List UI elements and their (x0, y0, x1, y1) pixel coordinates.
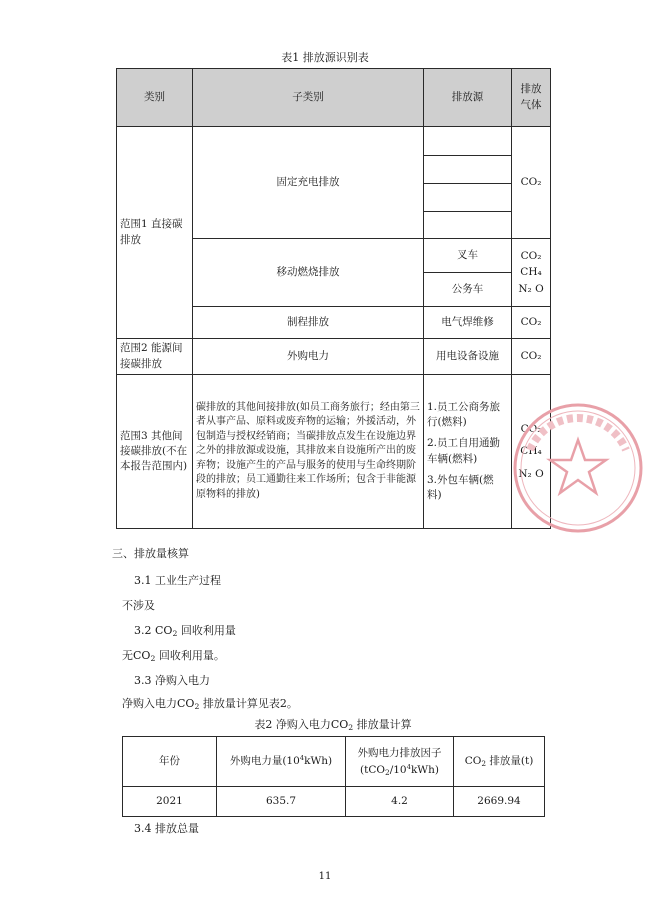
scope1-fixed-name: 固定充电排放 (193, 127, 424, 239)
scope3-row (117, 375, 551, 529)
scope3-description: 碳排放的其他间接排放(如员工商务旅行；经由第三者从事产品、原料或废弃物的运输；外援活动，外包制造与授权经销商；当碳排放点发生在设施边界之外的排放源或设施，其排放来自设施所产出的废弃物；设施产生的产品与服务的使用与生命终期阶段的排放；员工通勤往来工作场所；包含于非能源原物料的排放) (193, 375, 424, 529)
scope3-source-1: 1.员工公商务旅行(燃料) (427, 400, 501, 429)
scope1-label: 范围1 直接碳排放 (117, 127, 193, 339)
scope2-row (117, 339, 551, 375)
t2-factor: 4.2 (346, 787, 454, 817)
table2-data-row (123, 787, 545, 817)
t2-purchased: 635.7 (217, 787, 346, 817)
table1-caption: 表1 排放源识别表 (281, 51, 369, 64)
scope3-sources (424, 375, 512, 529)
t2-header-year: 年份 (123, 737, 217, 787)
table2-header-row (123, 737, 545, 787)
scope3-source-3: 3.外包车辆(燃料) (427, 473, 494, 501)
s31-title: 3.1 工业生产过程 (134, 574, 221, 587)
s32-text: 无$CO_2$ 回收利用量。 (122, 649, 225, 663)
purchased-electricity-table (122, 736, 545, 817)
company-seal-icon (508, 398, 648, 538)
header-category: 类别 (117, 69, 193, 127)
s33-title: 3.3 净购入电力 (134, 674, 210, 687)
page-number: 11 (318, 871, 332, 882)
scope1-process-name: 制程排放 (193, 307, 424, 339)
scope1-process-source: 电气焊维修 (424, 307, 512, 339)
scope1-mobile-gases: CO₂ CH₄ N₂ O (512, 239, 551, 307)
scope1-mobile-source-forklift: 叉车 (424, 239, 512, 273)
scope1-mobile-source-car: 公务车 (424, 273, 512, 307)
scope2-sub: 外购电力 (193, 339, 424, 375)
scope3-gases: CO₂ CH₄ N₂ O (512, 375, 551, 529)
header-gas: 排放 气体 (512, 69, 551, 127)
t2-header-purchased: 外购电力量$(10^4kWh)$ (217, 737, 346, 787)
emission-source-table (116, 68, 551, 529)
t2-year: 2021 (123, 787, 217, 817)
header-subcategory: 子类别 (193, 69, 424, 127)
scope2-label: 范围2 能源间接碳排放 (117, 339, 193, 375)
scope3-source-2: 2.员工自用通勤车辆(燃料) (427, 437, 501, 465)
scope3-label: 范围3 其他间接碳排放(不在本报告范围内) (117, 375, 193, 529)
scope1-fixed-row (117, 127, 551, 239)
section3-heading: 三、排放量核算 (112, 547, 189, 560)
header-source: 排放源 (424, 69, 512, 127)
scope2-source: 用电设备设施 (424, 339, 512, 375)
scope1-process-gas: CO₂ (512, 307, 551, 339)
scope1-fixed-source-cells (424, 127, 512, 239)
s31-text: 不涉及 (122, 599, 155, 612)
t2-header-factor: 外购电力排放因子 $(tCO_2/10^4kWh)$ (346, 737, 454, 787)
s33-text: 净购入电力$CO_2$ 排放量计算见表2。 (122, 697, 298, 711)
t2-header-emission: $CO_2$ 排放量(t) (454, 737, 545, 787)
t2-emission: 2669.94 (454, 787, 545, 817)
scope2-gas: CO₂ (512, 339, 551, 375)
table1-header-row (117, 69, 551, 127)
s32-title: 3.2 $CO_2$ 回收利用量 (134, 624, 236, 638)
scope1-fixed-gas: CO₂ (512, 127, 551, 239)
scope1-mobile-name: 移动燃烧排放 (193, 239, 424, 307)
s34-title: 3.4 排放总量 (134, 822, 199, 835)
table2-caption: 表2 净购入电力$CO_2$ 排放量计算 (254, 718, 412, 732)
